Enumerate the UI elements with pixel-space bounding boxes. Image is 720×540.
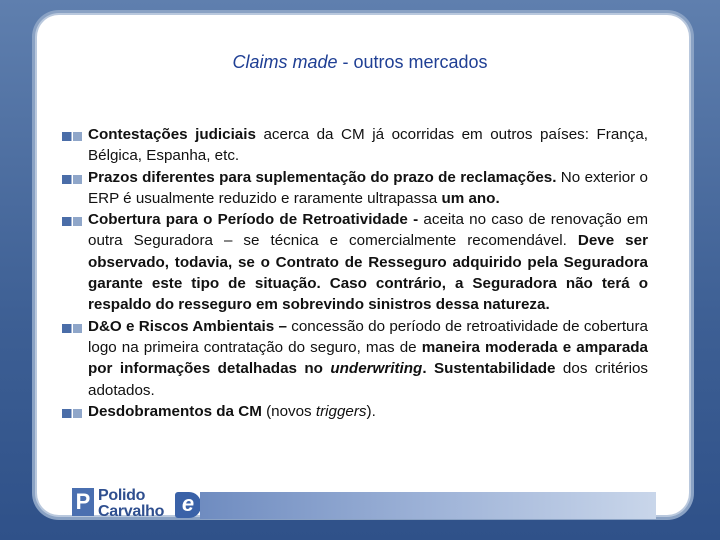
- logo-line1: Polido: [98, 487, 146, 504]
- item-bold: Prazos diferentes para suplementação do prazo de reclamações.: [88, 168, 557, 186]
- logo-accent: e: [175, 492, 201, 518]
- bullet-icon: [62, 217, 82, 226]
- title-italic: Claims made: [232, 52, 338, 72]
- item-bold: . Sustentabilidade: [422, 360, 556, 378]
- item-text: acerca da CM já ocorridas em outros países: França, Bélgica, Espanha, etc.: [88, 126, 648, 165]
- title-rest: - outros mercados: [337, 52, 488, 72]
- company-logo: [72, 484, 200, 522]
- bullet-icon: [62, 324, 82, 333]
- item-italic: triggers: [315, 402, 367, 420]
- item-text: (novos: [261, 402, 316, 420]
- slide-title: [0, 52, 720, 73]
- bullet-icon: [62, 175, 82, 184]
- list-item: [62, 124, 648, 167]
- item-bold: maneira moderada e amparada por informações detalhadas no: [88, 338, 648, 378]
- item-bold: Contestações judiciais: [88, 126, 256, 143]
- item-bold: um ano.: [441, 189, 500, 207]
- bullet-list: [62, 124, 648, 422]
- item-text: aceita no caso de renovação em outra Seguradora – se técnica e comercialmente recomendável.: [88, 211, 649, 250]
- list-item: [62, 316, 648, 401]
- list-item: [62, 209, 648, 315]
- item-text: dos critérios adotados.: [88, 360, 648, 399]
- footer-stripe: [200, 492, 656, 519]
- bullet-icon: [62, 132, 82, 141]
- item-text: No exterior o ERP é usualmente reduzido e raramente ultrapassa: [88, 168, 648, 207]
- item-bold: Deve ser observado, todavia, se o Contrato de Resseguro adquirido pela Seguradora garante este tipo de situação. Caso contrário, a Seguradora não terá o respaldo do resseguro em sobrevindo sinistros dessa natureza.: [88, 232, 648, 314]
- item-bold-italic: underwriting: [330, 360, 423, 378]
- logo-mark: P: [72, 488, 94, 516]
- item-bold: Cobertura para o Período de Retroatividade -: [88, 211, 419, 229]
- item-bold: D&O e Riscos Ambientais –: [88, 317, 287, 335]
- list-item: [62, 401, 648, 422]
- item-bold: Desdobramentos da CM: [88, 402, 262, 420]
- item-text: ).: [366, 402, 376, 420]
- item-text: concessão do período de retroatividade de cobertura logo na primeira contratação do seguro, mas de: [88, 317, 648, 356]
- list-item: [62, 167, 648, 210]
- logo-line2: Carvalho: [98, 503, 165, 520]
- bullet-icon: [62, 409, 82, 418]
